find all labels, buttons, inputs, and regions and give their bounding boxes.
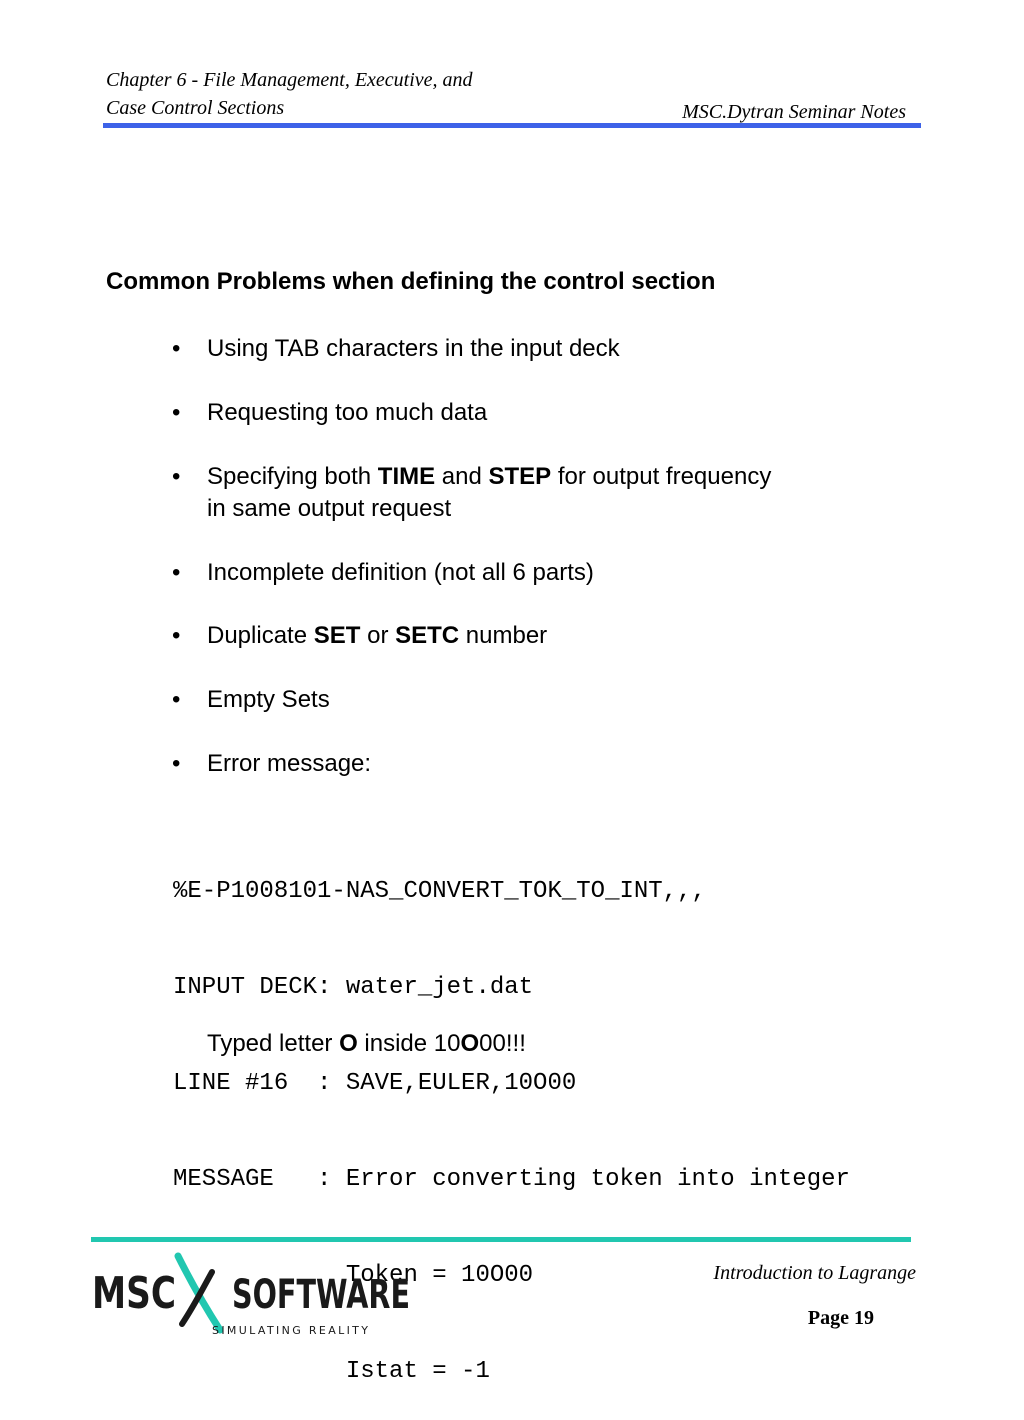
bullet-text: Error message: (207, 750, 372, 777)
error-line: INPUT DECK: water_jet.dat (173, 974, 534, 1001)
bullet-text-continuation: in same output request (207, 495, 452, 522)
error-line: Istat = -1 (173, 1358, 490, 1385)
bullet-dot-icon: • (172, 686, 181, 713)
course-title: Introduction to Lagrange (713, 1262, 916, 1284)
bullet-item-too-much-data (172, 397, 487, 429)
bullet-item-incomplete-definition (172, 557, 594, 589)
bullet-text-part: and (435, 463, 489, 490)
bullet-item-tab-characters (172, 333, 620, 365)
keyword-time: TIME (377, 463, 436, 490)
error-line: MESSAGE : Error converting token into integer (173, 1166, 850, 1193)
bullet-item-duplicate-set (172, 620, 547, 652)
bullet-item-error-message (172, 748, 371, 780)
logo-tagline-text: SIMULATING REALITY (212, 1324, 368, 1337)
logo-software-text: SOFTWARE (232, 1272, 410, 1318)
chapter-title-line-1: Chapter 6 - File Management, Executive, and (106, 69, 473, 91)
bullet-dot-icon: • (172, 559, 181, 586)
header-divider (103, 123, 921, 128)
bullet-text: Incomplete definition (not all 6 parts) (207, 559, 594, 586)
bullet-dot-icon: • (172, 399, 181, 426)
note-text-part: Typed letter (207, 1030, 340, 1057)
bullet-text: Requesting too much data (207, 399, 488, 426)
bullet-dot-icon: • (172, 463, 181, 490)
bullet-text-part: number (459, 622, 548, 649)
bullet-dot-icon: • (172, 750, 181, 777)
keyword-setc: SETC (395, 622, 460, 649)
bullet-text (207, 461, 771, 525)
note-text-part: inside 10 (357, 1030, 461, 1057)
bullet-text: Empty Sets (207, 686, 330, 713)
bullet-text-part: Duplicate (207, 622, 314, 649)
page-number: Page 19 (807, 1307, 874, 1329)
msc-software-logo (90, 1250, 420, 1340)
footer-divider (91, 1237, 911, 1242)
note-bold-letter: O (460, 1030, 480, 1057)
bullet-text-part: or (360, 622, 396, 649)
error-line: Token = 10O00 (173, 1262, 534, 1289)
keyword-set: SET (313, 622, 361, 649)
bullet-item-time-and-step (172, 461, 771, 525)
seminar-notes-label: MSC.Dytran Seminar Notes (682, 101, 906, 123)
chapter-title (106, 66, 473, 122)
bullet-text: Using TAB characters in the input deck (207, 335, 620, 362)
keyword-step: STEP (488, 463, 552, 490)
bullet-text-part: for output frequency (551, 463, 772, 490)
logo-msc-text: MSC (92, 1268, 176, 1319)
bullet-text (207, 620, 547, 652)
bullet-dot-icon: • (172, 335, 181, 362)
chapter-title-line-2: Case Control Sections (106, 97, 285, 119)
section-heading: Common Problems when defining the control section (106, 268, 716, 295)
bullet-item-empty-sets (172, 684, 330, 716)
error-line: LINE #16 : SAVE,EULER,10O00 (173, 1070, 577, 1097)
note-bold-letter: O (339, 1030, 358, 1057)
error-line: %E-P1008101-NAS_CONVERT_TOK_TO_INT,,, (173, 878, 706, 905)
typed-letter-note (207, 1030, 526, 1058)
bullet-dot-icon: • (172, 622, 181, 649)
logo-swoosh-icon (178, 1256, 220, 1330)
bullet-text-part: Specifying both (207, 463, 378, 490)
note-text-part: 00!!! (479, 1030, 526, 1057)
